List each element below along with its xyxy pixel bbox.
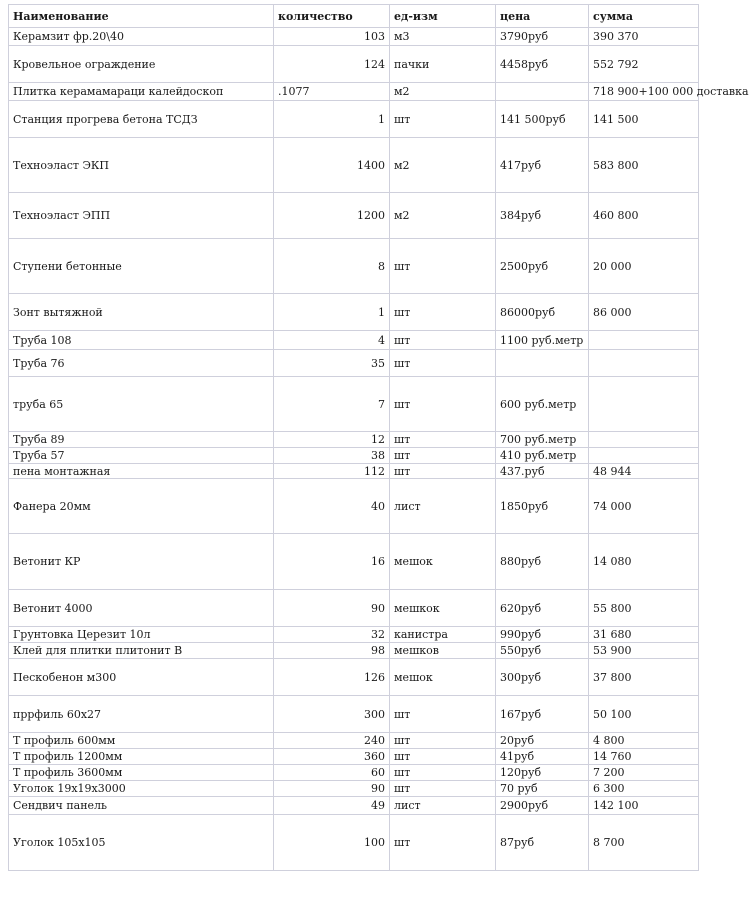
cell-name: Т профиль 3600мм	[9, 765, 274, 781]
cell-sum: 20 000	[589, 239, 699, 294]
header-unit: ед-изм	[390, 5, 496, 28]
cell-price	[496, 83, 589, 101]
cell-qty: 1400	[274, 138, 390, 193]
table-row	[9, 733, 699, 749]
cell-sum: 6 300	[589, 781, 699, 797]
cell-qty: 90	[274, 781, 390, 797]
cell-price: 120руб	[496, 765, 589, 781]
cell-qty: 49	[274, 797, 390, 815]
cell-price: 300руб	[496, 659, 589, 696]
cell-unit: шт	[390, 765, 496, 781]
cell-name: Пескобенон м300	[9, 659, 274, 696]
cell-price: 1100 руб.метр	[496, 331, 589, 350]
table-row	[9, 294, 699, 331]
cell-price: 3790руб	[496, 28, 589, 46]
cell-qty: 360	[274, 749, 390, 765]
table-row	[9, 46, 699, 83]
cell-sum: 142 100	[589, 797, 699, 815]
cell-name: пена монтажная	[9, 464, 274, 479]
table-row	[9, 765, 699, 781]
header-name: Наименование	[9, 5, 274, 28]
cell-unit: мешок	[390, 534, 496, 590]
table-row	[9, 350, 699, 377]
table-row	[9, 432, 699, 448]
header-qty: количество	[274, 5, 390, 28]
cell-price: 4458руб	[496, 46, 589, 83]
table-row	[9, 377, 699, 432]
table-row	[9, 239, 699, 294]
cell-price: 87руб	[496, 815, 589, 871]
table-row	[9, 101, 699, 138]
cell-unit: канистра	[390, 627, 496, 643]
cell-price: 2500руб	[496, 239, 589, 294]
cell-name: Техноэласт ЭКП	[9, 138, 274, 193]
cell-price: 700 руб.метр	[496, 432, 589, 448]
table-row	[9, 193, 699, 239]
cell-name: Труба 108	[9, 331, 274, 350]
cell-qty: 32	[274, 627, 390, 643]
cell-name: Труба 76	[9, 350, 274, 377]
cell-price: 2900руб	[496, 797, 589, 815]
table-row	[9, 627, 699, 643]
table-row	[9, 590, 699, 627]
table-row	[9, 815, 699, 871]
cell-sum: 50 100	[589, 696, 699, 733]
cell-unit: лист	[390, 479, 496, 534]
cell-qty: 60	[274, 765, 390, 781]
table-row	[9, 331, 699, 350]
cell-name: Ветонит 4000	[9, 590, 274, 627]
cell-unit: шт	[390, 377, 496, 432]
cell-sum: 48 944	[589, 464, 699, 479]
cell-name: Грунтовка Церезит 10л	[9, 627, 274, 643]
cell-sum: 55 800	[589, 590, 699, 627]
cell-qty: 300	[274, 696, 390, 733]
cell-price: 86000руб	[496, 294, 589, 331]
cell-sum: 74 000	[589, 479, 699, 534]
cell-qty: 1	[274, 294, 390, 331]
cell-price	[496, 350, 589, 377]
cell-price: 41руб	[496, 749, 589, 765]
cell-unit: шт	[390, 101, 496, 138]
cell-qty: 90	[274, 590, 390, 627]
table-row	[9, 534, 699, 590]
table-row	[9, 479, 699, 534]
cell-name: Труба 89	[9, 432, 274, 448]
cell-sum: 718 900+100 000 доставка	[589, 83, 699, 101]
cell-qty: 103	[274, 28, 390, 46]
cell-name: Т профиль 1200мм	[9, 749, 274, 765]
materials-table	[8, 4, 749, 871]
cell-unit: шт	[390, 239, 496, 294]
cell-qty: 38	[274, 448, 390, 464]
cell-sum	[589, 377, 699, 432]
cell-unit: пачки	[390, 46, 496, 83]
cell-unit: мешок	[390, 659, 496, 696]
cell-sum	[589, 432, 699, 448]
cell-sum: 7 200	[589, 765, 699, 781]
cell-name: труба 65	[9, 377, 274, 432]
cell-qty: 35	[274, 350, 390, 377]
table-row	[9, 696, 699, 733]
cell-sum: 390 370	[589, 28, 699, 46]
cell-name: Сендвич панель	[9, 797, 274, 815]
cell-price: 410 руб.метр	[496, 448, 589, 464]
cell-sum: 4 800	[589, 733, 699, 749]
cell-name: Фанера 20мм	[9, 479, 274, 534]
cell-qty: 100	[274, 815, 390, 871]
cell-price: 417руб	[496, 138, 589, 193]
cell-price: 437.руб	[496, 464, 589, 479]
table-row	[9, 448, 699, 464]
cell-price: 70 руб	[496, 781, 589, 797]
cell-unit: шт	[390, 350, 496, 377]
cell-price: 384руб	[496, 193, 589, 239]
cell-sum	[589, 448, 699, 464]
cell-qty: 126	[274, 659, 390, 696]
cell-name: Керамзит фр.20\40	[9, 28, 274, 46]
cell-price: 20руб	[496, 733, 589, 749]
cell-sum	[589, 350, 699, 377]
cell-qty: 240	[274, 733, 390, 749]
cell-sum: 53 900	[589, 643, 699, 659]
table-row	[9, 797, 699, 815]
cell-price: 1850руб	[496, 479, 589, 534]
cell-name: Труба 57	[9, 448, 274, 464]
cell-unit: шт	[390, 696, 496, 733]
cell-sum: 8 700	[589, 815, 699, 871]
cell-unit: м2	[390, 138, 496, 193]
cell-price: 550руб	[496, 643, 589, 659]
cell-unit: шт	[390, 331, 496, 350]
cell-price: 167руб	[496, 696, 589, 733]
cell-sum: 14 760	[589, 749, 699, 765]
cell-unit: м2	[390, 83, 496, 101]
cell-unit: шт	[390, 733, 496, 749]
cell-qty: 98	[274, 643, 390, 659]
cell-unit: лист	[390, 797, 496, 815]
cell-name: Клей для плитки плитонит В	[9, 643, 274, 659]
cell-qty: 112	[274, 464, 390, 479]
header-row	[9, 5, 699, 28]
cell-unit: шт	[390, 432, 496, 448]
cell-unit: шт	[390, 815, 496, 871]
cell-unit: мешков	[390, 643, 496, 659]
cell-name: Кровельное ограждение	[9, 46, 274, 83]
cell-sum: 86 000	[589, 294, 699, 331]
cell-name: Плитка керамамараци калейдоскоп	[9, 83, 274, 101]
cell-qty: 7	[274, 377, 390, 432]
cell-qty: 124	[274, 46, 390, 83]
cell-sum: 460 800	[589, 193, 699, 239]
cell-name: Уголок 105х105	[9, 815, 274, 871]
cell-qty: 16	[274, 534, 390, 590]
cell-unit: м2	[390, 193, 496, 239]
table-row	[9, 643, 699, 659]
cell-unit: шт	[390, 749, 496, 765]
cell-qty: 40	[274, 479, 390, 534]
cell-unit: шт	[390, 448, 496, 464]
cell-price: 620руб	[496, 590, 589, 627]
cell-sum: 141 500	[589, 101, 699, 138]
header-price: цена	[496, 5, 589, 28]
cell-qty: 4	[274, 331, 390, 350]
table-row	[9, 138, 699, 193]
cell-qty: 8	[274, 239, 390, 294]
cell-name: Уголок 19х19х3000	[9, 781, 274, 797]
table-row	[9, 464, 699, 479]
table-row	[9, 781, 699, 797]
cell-sum: 552 792	[589, 46, 699, 83]
cell-price: 880руб	[496, 534, 589, 590]
cell-unit: шт	[390, 294, 496, 331]
cell-qty: 12	[274, 432, 390, 448]
cell-name: пррфиль 60х27	[9, 696, 274, 733]
table-row	[9, 83, 699, 101]
cell-name: Станция прогрева бетона ТСДЗ	[9, 101, 274, 138]
cell-sum: 583 800	[589, 138, 699, 193]
cell-name: Зонт вытяжной	[9, 294, 274, 331]
cell-sum	[589, 331, 699, 350]
cell-unit: шт	[390, 464, 496, 479]
cell-sum: 31 680	[589, 627, 699, 643]
table-row	[9, 659, 699, 696]
cell-unit: шт	[390, 781, 496, 797]
cell-sum: 14 080	[589, 534, 699, 590]
cell-unit: м3	[390, 28, 496, 46]
cell-qty: 1	[274, 101, 390, 138]
cell-name: Ветонит КР	[9, 534, 274, 590]
header-sum: сумма	[589, 5, 699, 28]
cell-qty: .1077	[274, 83, 390, 101]
table-row	[9, 749, 699, 765]
spreadsheet	[8, 4, 749, 871]
cell-sum: 37 800	[589, 659, 699, 696]
cell-qty: 1200	[274, 193, 390, 239]
cell-price: 990руб	[496, 627, 589, 643]
cell-price: 600 руб.метр	[496, 377, 589, 432]
cell-name: Т профиль 600мм	[9, 733, 274, 749]
cell-unit: мешкок	[390, 590, 496, 627]
cell-name: Техноэласт ЭПП	[9, 193, 274, 239]
cell-price: 141 500руб	[496, 101, 589, 138]
cell-name: Ступени бетонные	[9, 239, 274, 294]
table-row	[9, 28, 699, 46]
